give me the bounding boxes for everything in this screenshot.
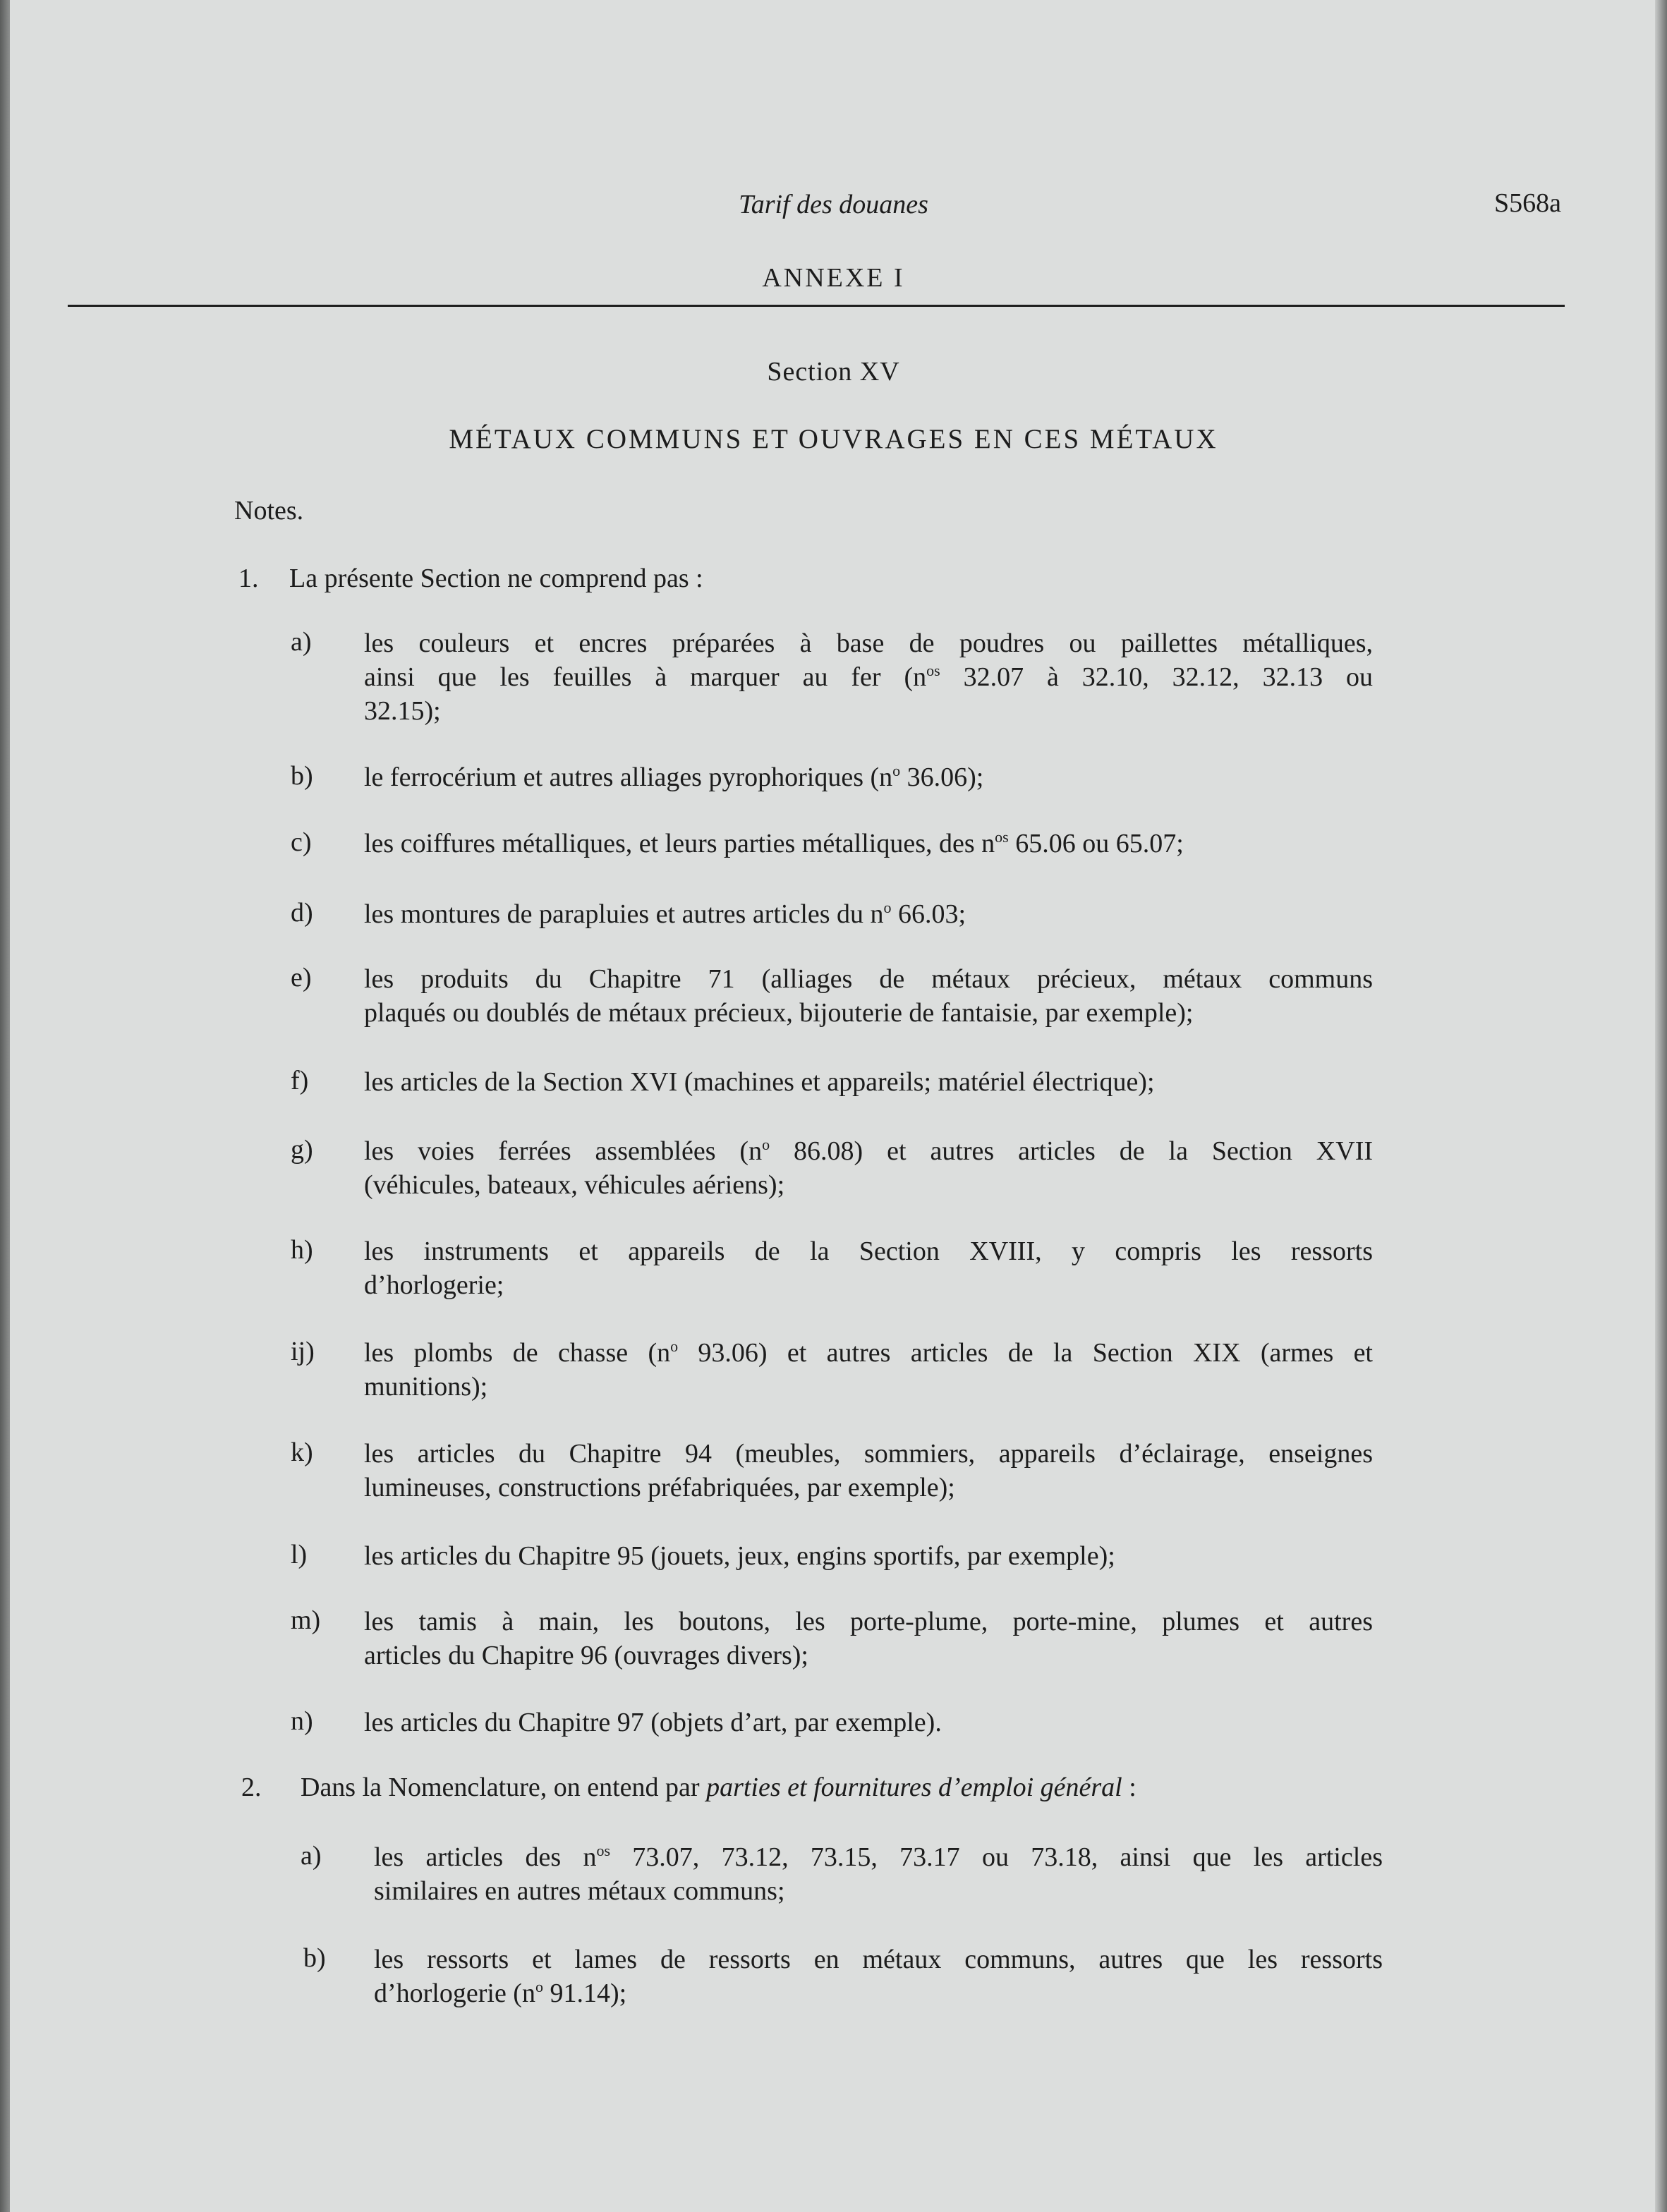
binder-edge	[0, 0, 10, 2212]
note-1-item-text	[364, 1134, 1373, 1202]
note-1-item-text	[364, 1336, 1373, 1404]
note-1-item-line: ainsi que les feuilles à marquer au fer ($n^{os}$ 32.07 à 32.10, 32.12, 32.13 ou	[364, 662, 1373, 692]
note-1-item-line: les montures de parapluies et autres articles du $n^o$ 66.03;	[364, 899, 966, 929]
note-1-item-line: lumineuses, constructions préfabriquées, par exemple);	[364, 1473, 955, 1502]
note-1-item-letter: f)	[291, 1066, 309, 1095]
note-2-item-line: les articles des $n^{os}$ 73.07, 73.12, 73.15, 73.17 ou 73.18, ainsi que les articles	[374, 1842, 1383, 1872]
note-1-item-line: les articles du Chapitre 94 (meubles, sommiers, appareils d’éclairage, enseignes	[364, 1439, 1373, 1469]
note-1-item-letter: g)	[291, 1135, 313, 1165]
note-1-item-line: les voies ferrées assemblées ($n^o$ 86.08) et autres articles de la Section XVII	[364, 1136, 1373, 1166]
note-1-item-letter: a)	[291, 627, 312, 657]
note-1-item-text	[364, 760, 1373, 794]
page-edge-shadow	[1655, 0, 1667, 2212]
note-1-intro: La présente Section ne comprend pas :	[289, 564, 703, 593]
note-1-item-line: (véhicules, bateaux, véhicules aériens);	[364, 1170, 785, 1200]
note-1-item-letter: d)	[291, 898, 313, 928]
note-1-item-text	[364, 1234, 1373, 1302]
section-label: Section XV	[767, 357, 900, 387]
section-title: MÉTAUX COMMUNS ET OUVRAGES EN CES MÉTAUX	[449, 424, 1218, 454]
notes-label: Notes.	[234, 496, 304, 525]
note-2-item-line: les ressorts et lames de ressorts en métaux communs, autres que les ressorts	[374, 1945, 1383, 1974]
note-2-item-line: d’horlogerie ($n^o$ 91.14);	[374, 1978, 627, 2008]
note-1-item-line: les articles de la Section XVI (machines et appareils; matériel électrique);	[364, 1067, 1155, 1097]
note-1-item-letter: b)	[291, 761, 313, 791]
header-rule	[68, 305, 1565, 307]
note-1-item-line: d’horlogerie;	[364, 1270, 504, 1300]
note-1-item-text	[364, 897, 1373, 931]
note-2-intro-term: parties et fournitures d’emploi général	[706, 1773, 1122, 1802]
note-2-item-text	[374, 1943, 1383, 2010]
note-1-item-line: les plombs de chasse ($n^o$ 93.06) et autres articles de la Section XIX (armes et	[364, 1337, 1373, 1368]
note-1-item-letter: c)	[291, 827, 312, 857]
note-1-item-line: plaqués ou doublés de métaux précieux, bijouterie de fantaisie, par exemple);	[364, 998, 1194, 1028]
note-1-item-letter: n)	[291, 1706, 313, 1736]
note-1-item-letter: m)	[291, 1605, 321, 1635]
note-2-intro-colon: :	[1129, 1773, 1136, 1802]
note-1-item-letter: k)	[291, 1438, 313, 1467]
running-title: Tarif des douanes	[739, 190, 928, 219]
note-2-item-letter: b)	[303, 1943, 326, 1973]
page-number: S568a	[1494, 188, 1561, 218]
note-1-item-line: les articles du Chapitre 95 (jouets, jeux, engins sportifs, par exemple);	[364, 1541, 1115, 1571]
note-2-intro-text: Dans la Nomenclature, on entend par	[301, 1773, 700, 1802]
note-2-intro	[301, 1772, 1136, 1803]
note-1-item-line: 32.15);	[364, 696, 441, 726]
note-1-item-letter: l)	[291, 1540, 308, 1569]
note-1-item-letter: h)	[291, 1235, 313, 1265]
note-1-item-text	[364, 1437, 1373, 1505]
note-1-item-line: les tamis à main, les boutons, les porte-plume, porte-mine, plumes et autres	[364, 1607, 1373, 1636]
note-1-item-text	[364, 1706, 1373, 1739]
note-2-number: 2.	[241, 1773, 262, 1802]
note-1-item-text	[364, 962, 1373, 1030]
note-1-number: 1.	[238, 564, 259, 593]
note-1-item-line: articles du Chapitre 96 (ouvrages divers);	[364, 1641, 808, 1670]
note-1-item-text	[364, 1539, 1373, 1573]
note-2-item-text	[374, 1840, 1383, 1908]
note-1-item-line: les articles du Chapitre 97 (objets d’art, par exemple).	[364, 1708, 942, 1737]
note-1-item-line: les coiffures métalliques, et leurs parties métalliques, des $n^{os}$ 65.06 ou 65.07;	[364, 828, 1184, 858]
note-1-item-text	[364, 1605, 1373, 1672]
note-2-item-line: similaires en autres métaux communs;	[374, 1876, 785, 1906]
note-1-item-line: les instruments et appareils de la Section XVIII, y compris les ressorts	[364, 1236, 1373, 1266]
annex-title: ANNEXE I	[762, 263, 905, 293]
note-1-item-line: le ferrocérium et autres alliages pyrophoriques ($n^o$ 36.06);	[364, 762, 984, 792]
note-2-item-letter: a)	[301, 1841, 322, 1871]
note-1-item-line: les produits du Chapitre 71 (alliages de métaux précieux, métaux communs	[364, 964, 1373, 994]
note-1-item-letter: e)	[291, 963, 312, 992]
note-1-item-letter: ij)	[291, 1337, 315, 1366]
note-1-item-text	[364, 827, 1373, 861]
note-1-item-text	[364, 1065, 1373, 1099]
note-1-item-line: munitions);	[364, 1372, 488, 1402]
note-1-item-text	[364, 626, 1373, 728]
note-1-item-line: les couleurs et encres préparées à base de poudres ou paillettes métalliques,	[364, 628, 1373, 658]
